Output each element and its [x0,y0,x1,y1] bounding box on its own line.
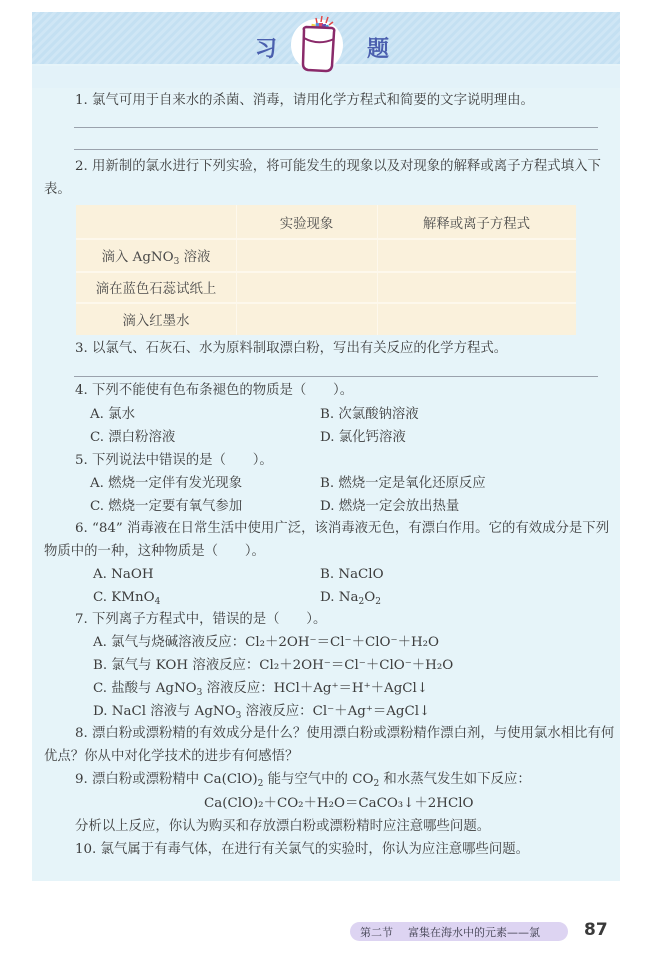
question-10: 10. 氯气属于有毒气体，在进行有关氯气的实验时，你认为应注意哪些问题。 [75,842,530,857]
question-8-line2: 优点？你从中对化学技术的进步有何感悟？ [44,749,299,764]
answer-line-1[interactable] [74,127,598,128]
answer-cell-litmus-explanation[interactable] [378,273,576,302]
page-number: 87 [584,920,608,940]
question-5: 5. 下列说法中错误的是（ ）。 [75,453,273,468]
answer-cell-agno3-phenomenon[interactable] [237,240,377,271]
question-4: 4. 下列不能使有色布条褪色的物质是（ ）。 [75,383,354,398]
q5-option-c[interactable]: C. 燃烧一定要有氧气参加 [90,499,243,514]
answer-line-2[interactable] [74,149,598,150]
q6-option-a[interactable]: A. NaOH [93,567,154,582]
table-header-phenomenon: 实验现象 [279,217,334,232]
q4-option-a[interactable]: A. 氯水 [90,407,135,422]
q6-option-b[interactable]: B. NaClO [320,567,384,582]
q4-option-d[interactable]: D. 氯化钙溶液 [320,430,406,445]
experiment-table [76,205,576,335]
question-9: 9. 漂白粉或漂粉精中 $Ca(ClO)_2$ 能与空气中的 $CO_2$ 和水蒸气发生如下反应： [75,772,531,789]
q7-option-d[interactable]: D. NaCl 溶液与 AgNO$_3$ 溶液反应：Cl⁻＋Ag⁺＝AgCl↓ [93,704,431,721]
question-2-line2: 表。 [44,182,71,197]
question-8-line1: 8. 漂白粉或漂粉精的有效成分是什么？使用漂白粉或漂粉精作漂白剂，与使用氯水相比有何 [75,726,615,741]
q7-d-equation: Cl⁻＋Ag⁺＝AgCl↓ [312,704,431,719]
question-3: 3. 以氯气、石灰石、水为原料制取漂白粉，写出有关反应的化学方程式。 [75,341,508,356]
q7-a-equation: Cl₂＋2OH⁻＝Cl⁻＋ClO⁻＋H₂O [245,635,439,650]
question-1: 1. 氯气可用于自来水的杀菌、消毒，请用化学方程式和简要的文字说明理由。 [75,93,534,108]
question-9-followup: 分析以上反应，你认为购买和存放漂白粉或漂粉精时应注意哪些问题。 [75,819,491,834]
q7-option-c[interactable]: C. 盐酸与 AgNO$_3$ 溶液反应：HCl＋Ag⁺＝H⁺＋AgCl↓ [93,681,429,698]
footer-chapter-title: 富集在海水中的元素——氯 [408,926,540,939]
q9-equation: Ca(ClO)₂＋CO₂＋H₂O＝CaCO₃↓＋2HClO [204,796,474,811]
q7-option-b[interactable]: B. 氯气与 KOH 溶液反应：Cl₂＋2OH⁻＝Cl⁻＋ClO⁻＋H₂O [93,658,454,673]
q6-option-c[interactable]: C. KMnO$_4$ [93,590,161,607]
question-2-line1: 2. 用新制的氯水进行下列实验，将可能发生的现象以及对现象的解释或离子方程式填入下 [75,159,601,174]
page-title-right: 题 [367,37,390,62]
q4-option-b[interactable]: B. 次氯酸钠溶液 [320,407,419,422]
q5-option-d[interactable]: D. 燃烧一定会放出热量 [320,499,460,514]
answer-cell-agno3-explanation[interactable] [378,240,576,271]
table-row-label-litmus: 滴在蓝色石蕊试纸上 [95,282,217,297]
q7-c-equation: HCl＋Ag⁺＝H⁺＋AgCl↓ [273,681,429,696]
answer-line-3[interactable] [74,376,598,377]
footer-section: 第二节 [360,926,393,939]
q6-option-d[interactable]: D. $Na_2O_2$ [320,590,381,607]
q4-option-c[interactable]: C. 漂白粉溶液 [90,430,176,445]
q5-option-a[interactable]: A. 燃烧一定伴有发光现象 [90,476,243,491]
answer-cell-redink-explanation[interactable] [378,304,576,335]
table-row-label-agno3: 滴入 AgNO$_3$ 溶液 [101,250,211,267]
answer-cell-litmus-phenomenon[interactable] [237,273,377,302]
question-6-line1: 6. “84” 消毒液在日常生活中使用广泛，该消毒液无色，有漂白作用。它的有效成分是下列 [75,521,610,536]
q5-option-b[interactable]: B. 燃烧一定是氧化还原反应 [320,476,486,491]
question-7: 7. 下列离子方程式中，错误的是（ ）。 [75,612,327,627]
answer-cell-redink-phenomenon[interactable] [237,304,377,335]
q7-b-equation: Cl₂＋2OH⁻＝Cl⁻＋ClO⁻＋H₂O [259,658,454,673]
page-title-left: 习 [255,37,278,62]
table-header-explanation: 解释或离子方程式 [422,217,531,232]
pencil-pocket-icon [292,14,344,76]
q7-option-a[interactable]: A. 氯气与烧碱溶液反应：Cl₂＋2OH⁻＝Cl⁻＋ClO⁻＋H₂O [93,635,439,650]
question-6-line2: 物质中的一种，这种物质是（ ）。 [44,544,265,559]
table-row-label-red-ink: 滴入红墨水 [122,314,190,329]
